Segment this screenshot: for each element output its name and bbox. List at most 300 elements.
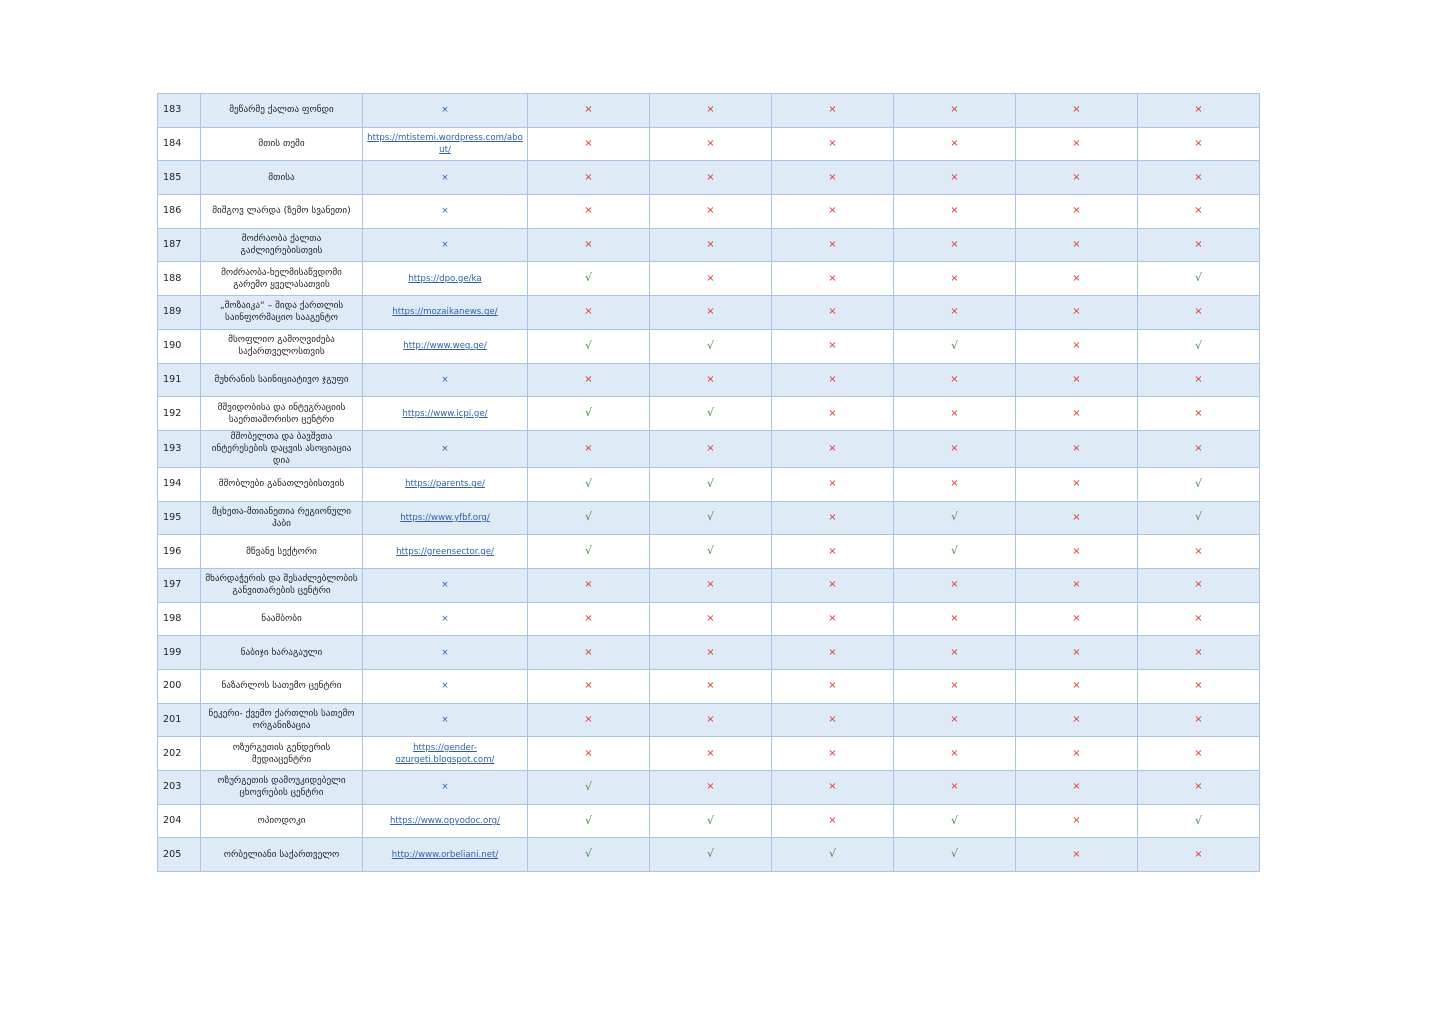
cross-icon: × — [1194, 579, 1203, 591]
flag-cell — [650, 262, 772, 296]
flag-cell — [1138, 568, 1260, 602]
cross-icon: × — [1194, 646, 1203, 658]
website-cell — [363, 94, 528, 128]
flag-cell — [1016, 161, 1138, 195]
flag-cell — [650, 568, 772, 602]
flag-cell — [1016, 501, 1138, 535]
flag-cell — [528, 195, 650, 229]
flag-cell — [894, 195, 1016, 229]
website-link[interactable]: http://www.weg.ge/ — [403, 341, 487, 352]
cross-icon: × — [1072, 747, 1081, 759]
cross-icon: × — [706, 306, 715, 318]
flag-cell — [1138, 329, 1260, 363]
flag-cell — [772, 228, 894, 262]
website-cell — [363, 467, 528, 501]
row-number: 194 — [158, 467, 201, 501]
check-icon: √ — [828, 847, 836, 861]
cross-icon: × — [828, 138, 837, 150]
website-cell — [363, 703, 528, 737]
flag-cell — [528, 568, 650, 602]
website-cell — [363, 127, 528, 161]
cross-icon: × — [1194, 205, 1203, 217]
check-icon: √ — [706, 510, 714, 524]
check-icon: √ — [584, 779, 592, 793]
cross-icon: × — [1072, 104, 1081, 116]
flag-cell — [528, 430, 650, 467]
cross-icon: × — [1194, 680, 1203, 692]
website-link[interactable]: https://parents.ge/ — [405, 479, 485, 490]
organization-name: „მოზაიკა“ – შიდა ქართლის საინფორმაციო სააგენტო — [201, 296, 363, 330]
flag-cell — [528, 296, 650, 330]
flag-cell — [772, 568, 894, 602]
table-row — [158, 161, 1260, 195]
flag-cell — [650, 127, 772, 161]
cross-icon: × — [950, 171, 959, 183]
check-icon: √ — [584, 271, 592, 285]
flag-cell — [1016, 636, 1138, 670]
cross-icon: × — [441, 647, 449, 658]
cross-icon: × — [584, 306, 593, 318]
flag-cell — [1016, 535, 1138, 569]
website-cell — [363, 737, 528, 771]
flag-cell — [1016, 602, 1138, 636]
cross-icon: × — [584, 104, 593, 116]
flag-cell — [650, 703, 772, 737]
cross-icon: × — [1072, 239, 1081, 251]
table-row — [158, 602, 1260, 636]
flag-cell — [772, 771, 894, 805]
check-icon: √ — [706, 813, 714, 827]
table-row — [158, 771, 1260, 805]
cross-icon: × — [441, 782, 449, 793]
cross-icon: × — [1194, 781, 1203, 793]
website-cell — [363, 804, 528, 838]
cross-icon: × — [706, 239, 715, 251]
website-cell — [363, 670, 528, 704]
cross-icon: × — [828, 612, 837, 624]
flag-cell — [528, 703, 650, 737]
website-link[interactable]: https://dpo.ge/ka — [408, 273, 482, 284]
cross-icon: × — [950, 104, 959, 116]
cross-icon: × — [706, 442, 715, 454]
row-number: 192 — [158, 397, 201, 431]
website-link[interactable]: https://www.icpi.ge/ — [402, 408, 488, 419]
cross-icon: × — [706, 781, 715, 793]
website-cell — [363, 363, 528, 397]
cross-icon: × — [1072, 781, 1081, 793]
table-row — [158, 670, 1260, 704]
organization-name: ოზურგეთის დამოუკიდებელი ცხოვრების ცენტრი — [201, 771, 363, 805]
flag-cell — [1138, 535, 1260, 569]
organizations-table — [157, 93, 1260, 872]
cross-icon: × — [950, 442, 959, 454]
flag-cell — [650, 636, 772, 670]
flag-cell — [1016, 195, 1138, 229]
flag-cell — [894, 602, 1016, 636]
check-icon: √ — [584, 813, 592, 827]
organization-name: მთისა — [201, 161, 363, 195]
cross-icon: × — [1072, 646, 1081, 658]
flag-cell — [650, 228, 772, 262]
cross-icon: × — [1194, 138, 1203, 150]
check-icon: √ — [1194, 338, 1202, 352]
cross-icon: × — [1072, 407, 1081, 419]
website-cell — [363, 568, 528, 602]
organization-name: ნაბიჯი ხარაგაული — [201, 636, 363, 670]
flag-cell — [650, 161, 772, 195]
flag-cell — [1138, 703, 1260, 737]
cross-icon: × — [1072, 442, 1081, 454]
table-row — [158, 838, 1260, 872]
cross-icon: × — [1072, 272, 1081, 284]
cross-icon: × — [1194, 104, 1203, 116]
flag-cell — [528, 161, 650, 195]
cross-icon: × — [1194, 545, 1203, 557]
cross-icon: × — [950, 646, 959, 658]
flag-cell — [650, 501, 772, 535]
cross-icon: × — [584, 373, 593, 385]
flag-cell — [772, 262, 894, 296]
table-row — [158, 636, 1260, 670]
flag-cell — [772, 804, 894, 838]
cross-icon: × — [828, 442, 837, 454]
cross-icon: × — [1194, 306, 1203, 318]
flag-cell — [650, 535, 772, 569]
row-number: 202 — [158, 737, 201, 771]
flag-cell — [772, 467, 894, 501]
flag-cell — [1138, 670, 1260, 704]
cross-icon: × — [828, 272, 837, 284]
flag-cell — [528, 838, 650, 872]
flag-cell — [1138, 467, 1260, 501]
cross-icon: × — [584, 579, 593, 591]
organization-name: მშობლები განათლებისთვის — [201, 467, 363, 501]
row-number: 191 — [158, 363, 201, 397]
cross-icon: × — [828, 747, 837, 759]
cross-icon: × — [950, 781, 959, 793]
cross-icon: × — [1072, 373, 1081, 385]
table-row — [158, 501, 1260, 535]
flag-cell — [894, 636, 1016, 670]
cross-icon: × — [1072, 511, 1081, 523]
flag-cell — [772, 296, 894, 330]
website-cell — [363, 262, 528, 296]
organization-name: მიშგოვ ლარდა (ზემო სვანეთი) — [201, 195, 363, 229]
organization-name: მეწარმე ქალთა ფონდი — [201, 94, 363, 128]
cross-icon: × — [1194, 714, 1203, 726]
website-cell — [363, 397, 528, 431]
website-link[interactable]: https://mozaikanews.ge/ — [392, 307, 498, 318]
flag-cell — [1016, 737, 1138, 771]
check-icon: √ — [584, 847, 592, 861]
website-cell — [363, 602, 528, 636]
website-cell — [363, 228, 528, 262]
flag-cell — [772, 363, 894, 397]
flag-cell — [772, 737, 894, 771]
table-row — [158, 228, 1260, 262]
cross-icon: × — [828, 239, 837, 251]
cross-icon: × — [1072, 478, 1081, 490]
cross-icon: × — [706, 272, 715, 284]
website-cell — [363, 636, 528, 670]
flag-cell — [894, 329, 1016, 363]
flag-cell — [650, 771, 772, 805]
website-link[interactable]: https://www.opyodoc.org/ — [389, 816, 501, 827]
cross-icon: × — [950, 747, 959, 759]
flag-cell — [650, 397, 772, 431]
cross-icon: × — [584, 239, 593, 251]
flag-cell — [650, 670, 772, 704]
flag-cell — [1138, 804, 1260, 838]
flag-cell — [1138, 397, 1260, 431]
check-icon: √ — [1194, 510, 1202, 524]
check-icon: √ — [706, 544, 714, 558]
cross-icon: × — [584, 714, 593, 726]
website-link[interactable]: http://www.orbeliani.net/ — [391, 849, 499, 860]
flag-cell — [650, 94, 772, 128]
flag-cell — [1016, 430, 1138, 467]
cross-icon: × — [828, 340, 837, 352]
row-number: 198 — [158, 602, 201, 636]
row-number: 197 — [158, 568, 201, 602]
organization-name: ოზურგეთის გენდერის მედიაცენტრი — [201, 737, 363, 771]
organization-name: ნაამბობი — [201, 602, 363, 636]
flag-cell — [1138, 838, 1260, 872]
organization-name: ნაზარლოს სათემო ცენტრი — [201, 670, 363, 704]
cross-icon: × — [706, 104, 715, 116]
cross-icon: × — [1072, 138, 1081, 150]
table-row — [158, 804, 1260, 838]
flag-cell — [1016, 329, 1138, 363]
flag-cell — [650, 804, 772, 838]
website-cell — [363, 838, 528, 872]
flag-cell — [1016, 467, 1138, 501]
cross-icon: × — [1194, 848, 1203, 860]
cross-icon: × — [1072, 171, 1081, 183]
flag-cell — [528, 228, 650, 262]
website-cell — [363, 430, 528, 467]
website-cell — [363, 296, 528, 330]
flag-cell — [1016, 94, 1138, 128]
flag-cell — [1016, 228, 1138, 262]
flag-cell — [528, 737, 650, 771]
organization-name: მწვანე სექტორი — [201, 535, 363, 569]
flag-cell — [528, 535, 650, 569]
cross-icon: × — [828, 714, 837, 726]
flag-cell — [528, 602, 650, 636]
flag-cell — [894, 94, 1016, 128]
row-number: 204 — [158, 804, 201, 838]
flag-cell — [772, 670, 894, 704]
check-icon: √ — [584, 338, 592, 352]
flag-cell — [650, 602, 772, 636]
row-number: 195 — [158, 501, 201, 535]
flag-cell — [1016, 804, 1138, 838]
check-icon: √ — [706, 406, 714, 420]
flag-cell — [528, 329, 650, 363]
flag-cell — [1016, 838, 1138, 872]
organization-name: მსოფლიო გამოღვიძება საქართველოსთვის — [201, 329, 363, 363]
cross-icon: × — [441, 240, 449, 251]
cross-icon: × — [441, 206, 449, 217]
flag-cell — [1138, 195, 1260, 229]
table-row — [158, 568, 1260, 602]
check-icon: √ — [1194, 813, 1202, 827]
cross-icon: × — [828, 511, 837, 523]
flag-cell — [528, 127, 650, 161]
flag-cell — [1138, 501, 1260, 535]
flag-cell — [1016, 296, 1138, 330]
cross-icon: × — [584, 171, 593, 183]
flag-cell — [1016, 127, 1138, 161]
flag-cell — [894, 127, 1016, 161]
check-icon: √ — [1194, 476, 1202, 490]
cross-icon: × — [828, 781, 837, 793]
cross-icon: × — [828, 815, 837, 827]
check-icon: √ — [950, 544, 958, 558]
flag-cell — [1138, 737, 1260, 771]
flag-cell — [1138, 771, 1260, 805]
flag-cell — [1016, 262, 1138, 296]
flag-cell — [1138, 127, 1260, 161]
organization-name: მოძრაობა-ხელმისაწვდომი გარემო ყველასათვის — [201, 262, 363, 296]
cross-icon: × — [1194, 407, 1203, 419]
cross-icon: × — [584, 646, 593, 658]
organization-name: მუხრანის საინიციატივო ჯგუფი — [201, 363, 363, 397]
flag-cell — [650, 838, 772, 872]
flag-cell — [528, 670, 650, 704]
check-icon: √ — [584, 544, 592, 558]
website-link[interactable]: https://gender- ozurgeti.blogspot.com/ — [395, 742, 495, 765]
cross-icon: × — [1194, 442, 1203, 454]
flag-cell — [528, 363, 650, 397]
flag-cell — [894, 363, 1016, 397]
table-row — [158, 296, 1260, 330]
cross-icon: × — [1072, 714, 1081, 726]
flag-cell — [894, 838, 1016, 872]
check-icon: √ — [706, 338, 714, 352]
cross-icon: × — [828, 205, 837, 217]
cross-icon: × — [950, 138, 959, 150]
row-number: 187 — [158, 228, 201, 262]
cross-icon: × — [706, 171, 715, 183]
flag-cell — [772, 535, 894, 569]
cross-icon: × — [828, 171, 837, 183]
flag-cell — [528, 467, 650, 501]
flag-cell — [772, 430, 894, 467]
cross-icon: × — [950, 272, 959, 284]
organization-name: მცხეთა-მთიანეთია რეგიონული ჰაბი — [201, 501, 363, 535]
check-icon: √ — [950, 847, 958, 861]
website-link[interactable]: https://www.yfbf.org/ — [400, 512, 490, 523]
cross-icon: × — [706, 747, 715, 759]
table-row — [158, 262, 1260, 296]
cross-icon: × — [828, 579, 837, 591]
flag-cell — [650, 296, 772, 330]
cross-icon: × — [828, 646, 837, 658]
row-number: 205 — [158, 838, 201, 872]
cross-icon: × — [441, 580, 449, 591]
table-row — [158, 329, 1260, 363]
row-number: 203 — [158, 771, 201, 805]
cross-icon: × — [1072, 680, 1081, 692]
flag-cell — [772, 94, 894, 128]
check-icon: √ — [584, 476, 592, 490]
cross-icon: × — [1072, 306, 1081, 318]
table-row — [158, 737, 1260, 771]
flag-cell — [1016, 771, 1138, 805]
flag-cell — [894, 397, 1016, 431]
flag-cell — [1138, 602, 1260, 636]
check-icon: √ — [950, 510, 958, 524]
cross-icon: × — [828, 306, 837, 318]
cross-icon: × — [441, 443, 449, 454]
cross-icon: × — [1194, 747, 1203, 759]
website-cell — [363, 161, 528, 195]
cross-icon: × — [1072, 848, 1081, 860]
organization-name: მშვიდობისა და ინტეგრაციის საერთაშორისო ცენტრი — [201, 397, 363, 431]
table-row — [158, 195, 1260, 229]
check-icon: √ — [950, 813, 958, 827]
flag-cell — [1138, 228, 1260, 262]
cross-icon: × — [950, 239, 959, 251]
flag-cell — [1016, 363, 1138, 397]
table-row — [158, 535, 1260, 569]
check-icon: √ — [950, 338, 958, 352]
flag-cell — [894, 296, 1016, 330]
flag-cell — [650, 329, 772, 363]
cross-icon: × — [1194, 612, 1203, 624]
flag-cell — [772, 329, 894, 363]
organization-name: ნეკერი- ქვემო ქართლის სათემო ორგანიზაცია — [201, 703, 363, 737]
organization-name: მთის თემი — [201, 127, 363, 161]
cross-icon: × — [1072, 205, 1081, 217]
flag-cell — [528, 94, 650, 128]
cross-icon: × — [828, 545, 837, 557]
website-link[interactable]: https://mtistemi.wordpress.com/abo ut/ — [367, 133, 523, 156]
check-icon: √ — [584, 510, 592, 524]
cross-icon: × — [706, 646, 715, 658]
cross-icon: × — [706, 579, 715, 591]
flag-cell — [1138, 363, 1260, 397]
website-link[interactable]: https://greensector.ge/ — [396, 546, 494, 557]
flag-cell — [1138, 262, 1260, 296]
flag-cell — [894, 535, 1016, 569]
cross-icon: × — [828, 104, 837, 116]
flag-cell — [894, 430, 1016, 467]
website-cell — [363, 195, 528, 229]
flag-cell — [1138, 94, 1260, 128]
flag-cell — [772, 161, 894, 195]
cross-icon: × — [1072, 815, 1081, 827]
flag-cell — [772, 195, 894, 229]
table-row — [158, 430, 1260, 467]
row-number: 201 — [158, 703, 201, 737]
flag-cell — [650, 467, 772, 501]
cross-icon: × — [441, 681, 449, 692]
cross-icon: × — [706, 205, 715, 217]
row-number: 193 — [158, 430, 201, 467]
check-icon: √ — [584, 406, 592, 420]
flag-cell — [894, 467, 1016, 501]
cross-icon: × — [1194, 373, 1203, 385]
organization-name: მოძრაობა ქალთა გაძლიერებისთვის — [201, 228, 363, 262]
flag-cell — [1138, 430, 1260, 467]
cross-icon: × — [706, 373, 715, 385]
website-cell — [363, 329, 528, 363]
organization-name: მშობელთა და ბავშვთა ინტერესების დაცვის ასოციაცია დია — [201, 430, 363, 467]
organization-name: ოპიოდოკი — [201, 804, 363, 838]
